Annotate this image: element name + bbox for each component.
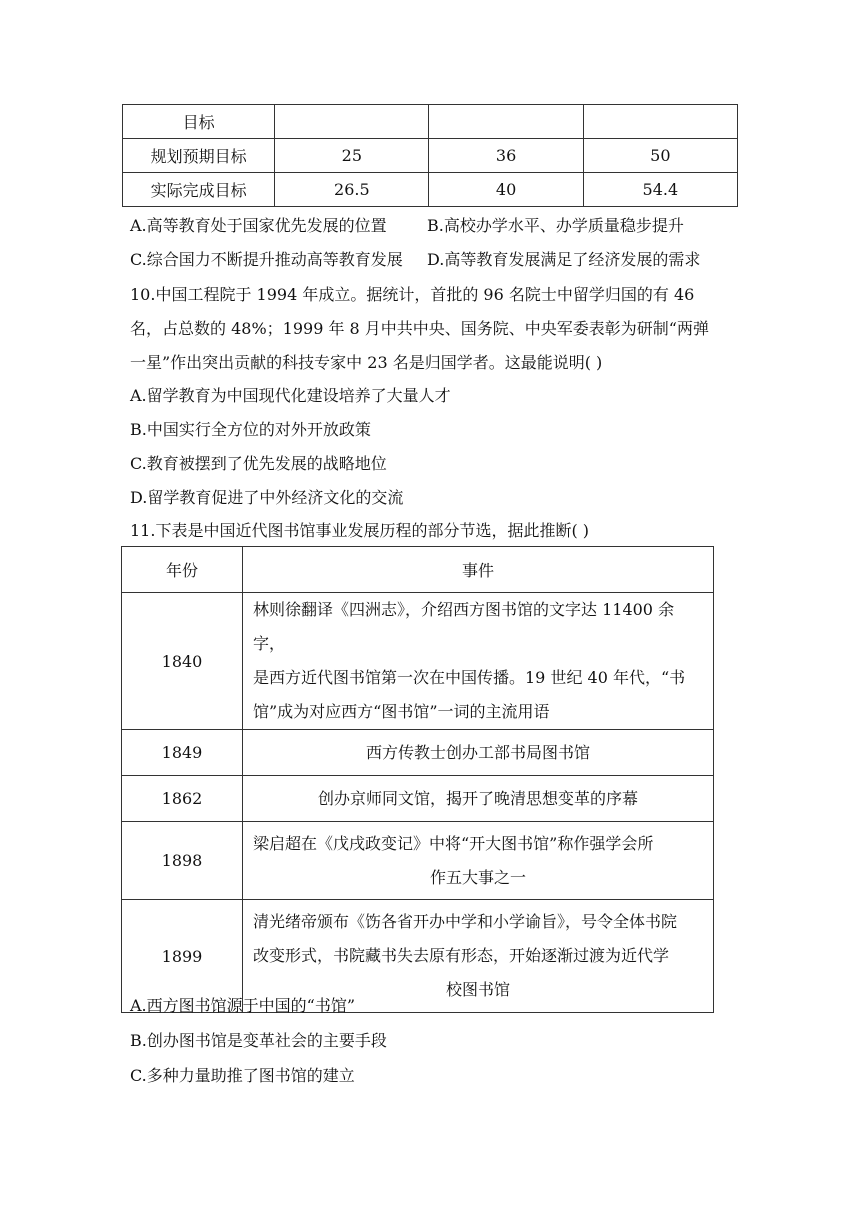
event-line: 馆”成为对应西方“图书馆”一词的主流用语 bbox=[253, 702, 550, 721]
table-cell: 40 bbox=[429, 173, 583, 207]
year-cell: 1849 bbox=[122, 730, 243, 776]
q10-stem-line-2: 名，占总数的 48%；1999 年 8 月中共中央、国务院、中央军委表彰为研制“两弹 bbox=[130, 319, 709, 338]
event-line: 创办京师同文馆，揭开了晚清思想变革的序幕 bbox=[317, 788, 638, 808]
goals-table bbox=[122, 104, 738, 207]
table-row bbox=[123, 173, 738, 207]
q9-option-d: D.高等教育发展满足了经济发展的需求 bbox=[427, 250, 701, 269]
q11-stem: 11.下表是中国近代图书馆事业发展历程的部分节选，据此推断( ) bbox=[130, 521, 590, 540]
q11-option-c: C.多种力量助推了图书馆的建立 bbox=[130, 1066, 355, 1085]
event-line: 校图书馆 bbox=[445, 980, 510, 999]
table-row bbox=[122, 822, 714, 900]
library-history-table bbox=[121, 546, 714, 1013]
table-cell bbox=[429, 105, 583, 139]
table-cell: 实际完成目标 bbox=[123, 173, 275, 207]
event-cell bbox=[243, 776, 714, 822]
q9-option-c: C.综合国力不断提升推动高等教育发展 bbox=[130, 250, 403, 269]
table-cell: 目标 bbox=[123, 105, 275, 139]
table-cell: 规划预期目标 bbox=[123, 139, 275, 173]
q10-option-c: C.教育被摆到了优先发展的战略地位 bbox=[130, 454, 387, 473]
table-cell: 36 bbox=[429, 139, 583, 173]
q10-option-b: B.中国实行全方位的对外开放政策 bbox=[130, 420, 371, 439]
q10-stem-line-3: 一星”作出突出贡献的科技专家中 23 名是归国学者。这最能说明( ) bbox=[130, 353, 603, 372]
q9-option-a: A.高等教育处于国家优先发展的位置 bbox=[130, 216, 387, 235]
table-cell bbox=[583, 105, 737, 139]
q11-option-b: B.创办图书馆是变革社会的主要手段 bbox=[130, 1031, 387, 1050]
event-cell bbox=[243, 730, 714, 776]
table-row bbox=[123, 105, 738, 139]
event-line: 清光绪帝颁布《饬各省开办中学和小学谕旨》，号令全体书院 bbox=[253, 912, 678, 931]
year-cell: 1862 bbox=[122, 776, 243, 822]
q10-stem-line-1: 10.中国工程院于 1994 年成立。据统计，首批的 96 名院士中留学归国的有 46 bbox=[130, 285, 695, 304]
table-row bbox=[123, 139, 738, 173]
header-event: 事件 bbox=[243, 547, 714, 593]
event-line: 林则徐翻译《四洲志》，介绍西方图书馆的文字达 11400 余字， bbox=[253, 600, 675, 653]
table-cell: 26.5 bbox=[275, 173, 429, 207]
table-header-row bbox=[122, 547, 714, 593]
year-cell: 1840 bbox=[122, 593, 243, 730]
q10-option-a: A.留学教育为中国现代化建设培养了大量人才 bbox=[130, 386, 451, 405]
q10-option-d: D.留学教育促进了中外经济文化的交流 bbox=[130, 488, 404, 507]
table-cell bbox=[275, 105, 429, 139]
table-cell: 54.4 bbox=[583, 173, 737, 207]
year-cell: 1898 bbox=[122, 822, 243, 900]
table-row bbox=[122, 776, 714, 822]
table-row bbox=[122, 593, 714, 730]
table-cell: 50 bbox=[583, 139, 737, 173]
header-year: 年份 bbox=[122, 547, 243, 593]
event-cell bbox=[243, 593, 714, 730]
q9-option-b: B.高校办学水平、办学质量稳步提升 bbox=[427, 216, 684, 235]
table-cell: 25 bbox=[275, 139, 429, 173]
event-line: 作五大事之一 bbox=[429, 867, 526, 887]
event-cell bbox=[243, 822, 714, 900]
event-line: 西方传教士创办工部书局图书馆 bbox=[365, 742, 590, 762]
event-line: 是西方近代图书馆第一次在中国传播。19 世纪 40 年代，“书 bbox=[253, 668, 686, 687]
event-line: 梁启超在《戊戌政变记》中将“开大图书馆”称作强学会所 bbox=[253, 833, 654, 853]
event-line: 改变形式，书院藏书失去原有形态，开始逐渐过渡为近代学 bbox=[253, 946, 670, 965]
table-row bbox=[122, 730, 714, 776]
q11-option-a: A.西方图书馆源于中国的“书馆” bbox=[130, 996, 356, 1015]
year-cell: 1899 bbox=[122, 900, 243, 1013]
